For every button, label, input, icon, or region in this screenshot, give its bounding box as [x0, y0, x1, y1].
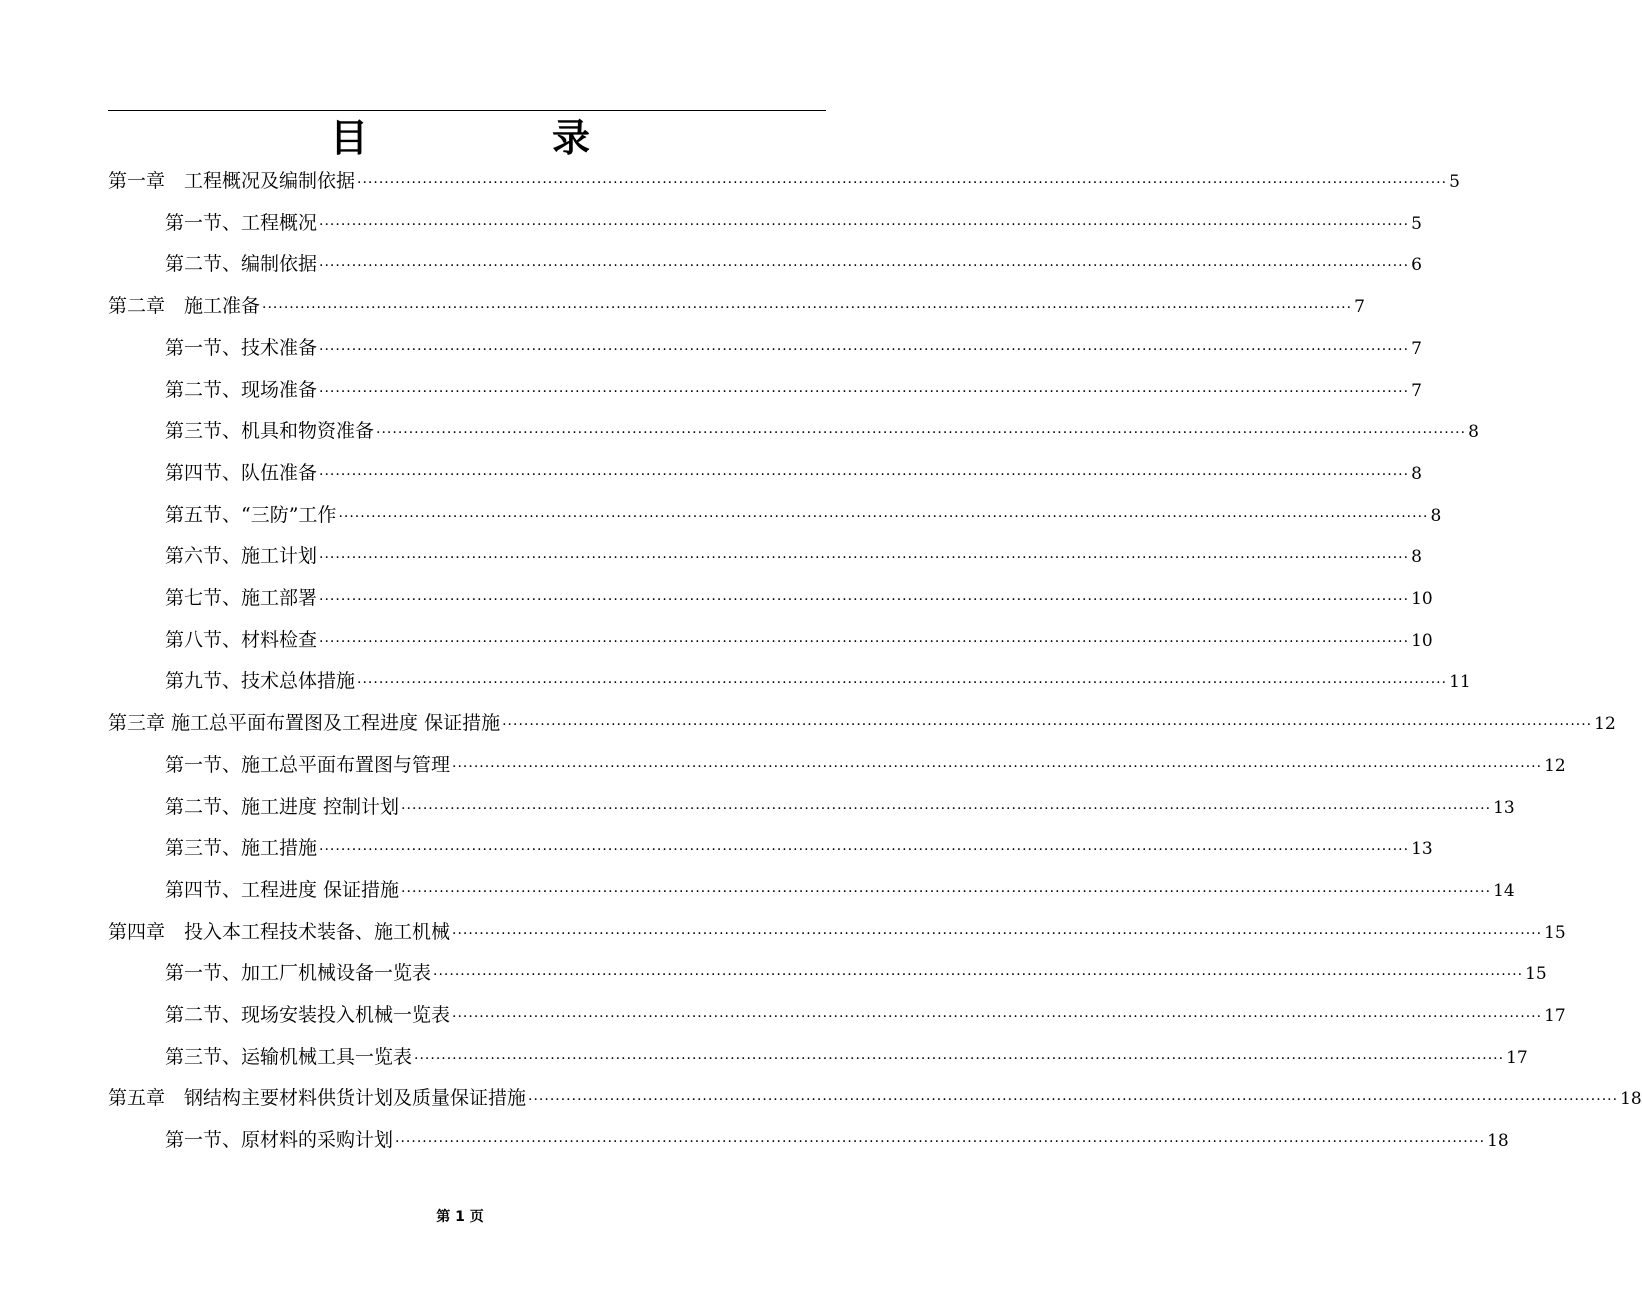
toc-entry-page-number: 18 [1620, 1089, 1642, 1109]
toc-entry-page-number: 18 [1487, 1131, 1509, 1151]
toc-chapter-entry[interactable] [108, 710, 1616, 736]
toc-entry-page-number: 8 [1411, 464, 1422, 484]
toc-entry-page-number: 12 [1594, 714, 1616, 734]
toc-leader-dots: ········································································································································································································ [319, 592, 1410, 608]
toc-leader-dots: ········································································································································································································ [319, 217, 1410, 233]
toc-entry-page-number: 14 [1493, 881, 1515, 901]
toc-entry-label: 第四节、工程进度 保证措施 [165, 879, 400, 901]
toc-entry-page-number: 8 [1411, 547, 1422, 567]
toc-section-entry[interactable] [165, 335, 1422, 361]
toc-section-entry[interactable] [165, 251, 1422, 277]
toc-leader-dots: ········································································································································································································ [319, 384, 1410, 400]
title-char-right: 录 [551, 115, 590, 160]
toc-entry-label: 第一节、原材料的采购计划 [165, 1129, 394, 1151]
toc-leader-dots: ········································································································································································································ [376, 425, 1467, 441]
toc-entry-label: 第三章 施工总平面布置图及工程进度 保证措施 [108, 712, 501, 734]
toc-leader-dots: ········································································································································································································ [357, 175, 1448, 191]
toc-section-entry[interactable] [165, 835, 1433, 861]
toc-entry-label: 第二节、编制依据 [165, 253, 318, 275]
toc-leader-dots: ········································································································································································································ [319, 342, 1410, 358]
toc-entry-page-number: 8 [1468, 422, 1479, 442]
toc-leader-dots: ········································································································································································································ [401, 801, 1492, 817]
toc-entry-page-number: 12 [1544, 756, 1566, 776]
toc-chapter-entry[interactable] [108, 919, 1566, 945]
toc-entry-page-number: 5 [1411, 214, 1422, 234]
toc-entry-label: 第八节、材料检查 [165, 629, 318, 651]
toc-section-entry[interactable] [165, 1127, 1509, 1153]
toc-entry-label: 第四章 投入本工程技术装备、施工机械 [108, 921, 451, 943]
toc-leader-dots: ········································································································································································································ [338, 509, 1429, 525]
toc-entry-page-number: 17 [1544, 1006, 1566, 1026]
toc-section-entry[interactable] [165, 752, 1566, 778]
toc-section-entry[interactable] [165, 668, 1471, 694]
toc-leader-dots: ········································································································································································································ [452, 759, 1543, 775]
toc-section-entry[interactable] [165, 585, 1433, 611]
toc-entry-page-number: 13 [1493, 798, 1515, 818]
toc-section-entry[interactable] [165, 794, 1515, 820]
toc-section-entry[interactable] [165, 877, 1515, 903]
toc-section-entry[interactable] [165, 418, 1479, 444]
toc-entry-label: 第五章 钢结构主要材料供货计划及质量保证措施 [108, 1087, 527, 1109]
toc-entry-label: 第一节、施工总平面布置图与管理 [165, 754, 451, 776]
toc-leader-dots: ········································································································································································································ [452, 1009, 1543, 1025]
toc-entry-label: 第二章 施工准备 [108, 295, 261, 317]
toc-entry-label: 第二节、现场准备 [165, 379, 318, 401]
toc-entry-label: 第六节、施工计划 [165, 545, 318, 567]
toc-section-entry[interactable] [165, 502, 1442, 528]
toc-section-entry[interactable] [165, 543, 1422, 569]
toc-entry-page-number: 17 [1506, 1048, 1528, 1068]
toc-entry-label: 第一节、工程概况 [165, 212, 318, 234]
toc-entry-label: 第三节、运输机械工具一览表 [165, 1046, 413, 1068]
toc-entry-page-number: 7 [1411, 381, 1422, 401]
toc-chapter-entry[interactable] [108, 1085, 1642, 1111]
toc-chapter-entry[interactable] [108, 293, 1365, 319]
toc-entry-page-number: 6 [1411, 255, 1422, 275]
toc-leader-dots: ········································································································································································································ [401, 884, 1492, 900]
toc-leader-dots: ········································································································································································································ [319, 634, 1410, 650]
toc-leader-dots: ········································································································································································································ [319, 467, 1410, 483]
toc-entry-page-number: 7 [1411, 339, 1422, 359]
toc-entry-label: 第一章 工程概况及编制依据 [108, 170, 356, 192]
toc-entry-page-number: 15 [1544, 923, 1566, 943]
toc-entry-label: 第九节、技术总体措施 [165, 670, 356, 692]
toc-section-entry[interactable] [165, 627, 1433, 653]
toc-entry-label: 第三节、施工措施 [165, 837, 318, 859]
toc-section-entry[interactable] [165, 460, 1422, 486]
toc-section-entry[interactable] [165, 377, 1422, 403]
toc-leader-dots: ········································································································································································································ [528, 1092, 1619, 1108]
toc-entry-label: 第一节、技术准备 [165, 337, 318, 359]
toc-leader-dots: ········································································································································································································ [414, 1051, 1505, 1067]
toc-entry-label: 第四节、队伍准备 [165, 462, 318, 484]
toc-entry-label: 第五节、“三防”工作 [165, 504, 337, 526]
toc-entry-page-number: 10 [1411, 631, 1433, 651]
toc-entry-page-number: 8 [1430, 506, 1442, 526]
toc-section-entry[interactable] [165, 210, 1422, 236]
toc-section-entry[interactable] [165, 960, 1547, 986]
toc-leader-dots: ········································································································································································································ [319, 550, 1410, 566]
toc-entry-page-number: 11 [1449, 672, 1471, 692]
toc-leader-dots: ········································································································································································································ [395, 1134, 1486, 1150]
toc-leader-dots: ········································································································································································································ [452, 926, 1543, 942]
toc-leader-dots: ········································································································································································································ [319, 842, 1410, 858]
toc-entry-label: 第二节、施工进度 控制计划 [165, 796, 400, 818]
toc-entry-page-number: 10 [1411, 589, 1433, 609]
toc-entry-label: 第一节、加工厂机械设备一览表 [165, 962, 432, 984]
toc-entry-page-number: 13 [1411, 839, 1433, 859]
toc-chapter-entry[interactable] [108, 168, 1460, 194]
toc-entry-label: 第二节、现场安装投入机械一览表 [165, 1004, 451, 1026]
toc-entry-page-number: 5 [1449, 172, 1460, 192]
page-footer: 第 1 页 [436, 1209, 484, 1225]
toc-entry-label: 第七节、施工部署 [165, 587, 318, 609]
toc-entry-page-number: 15 [1525, 964, 1547, 984]
toc-section-entry[interactable] [165, 1002, 1566, 1028]
toc-leader-dots: ········································································································································································································ [262, 300, 1353, 316]
toc-entry-label: 第三节、机具和物资准备 [165, 420, 375, 442]
toc-entry-page-number: 7 [1354, 297, 1365, 317]
title-char-left: 目 [330, 115, 369, 160]
toc-leader-dots: ········································································································································································································ [433, 967, 1524, 983]
toc-section-entry[interactable] [165, 1044, 1528, 1070]
toc-leader-dots: ········································································································································································································ [319, 258, 1410, 274]
toc-leader-dots: ········································································································································································································ [357, 675, 1448, 691]
toc-leader-dots: ········································································································································································································ [502, 717, 1593, 733]
